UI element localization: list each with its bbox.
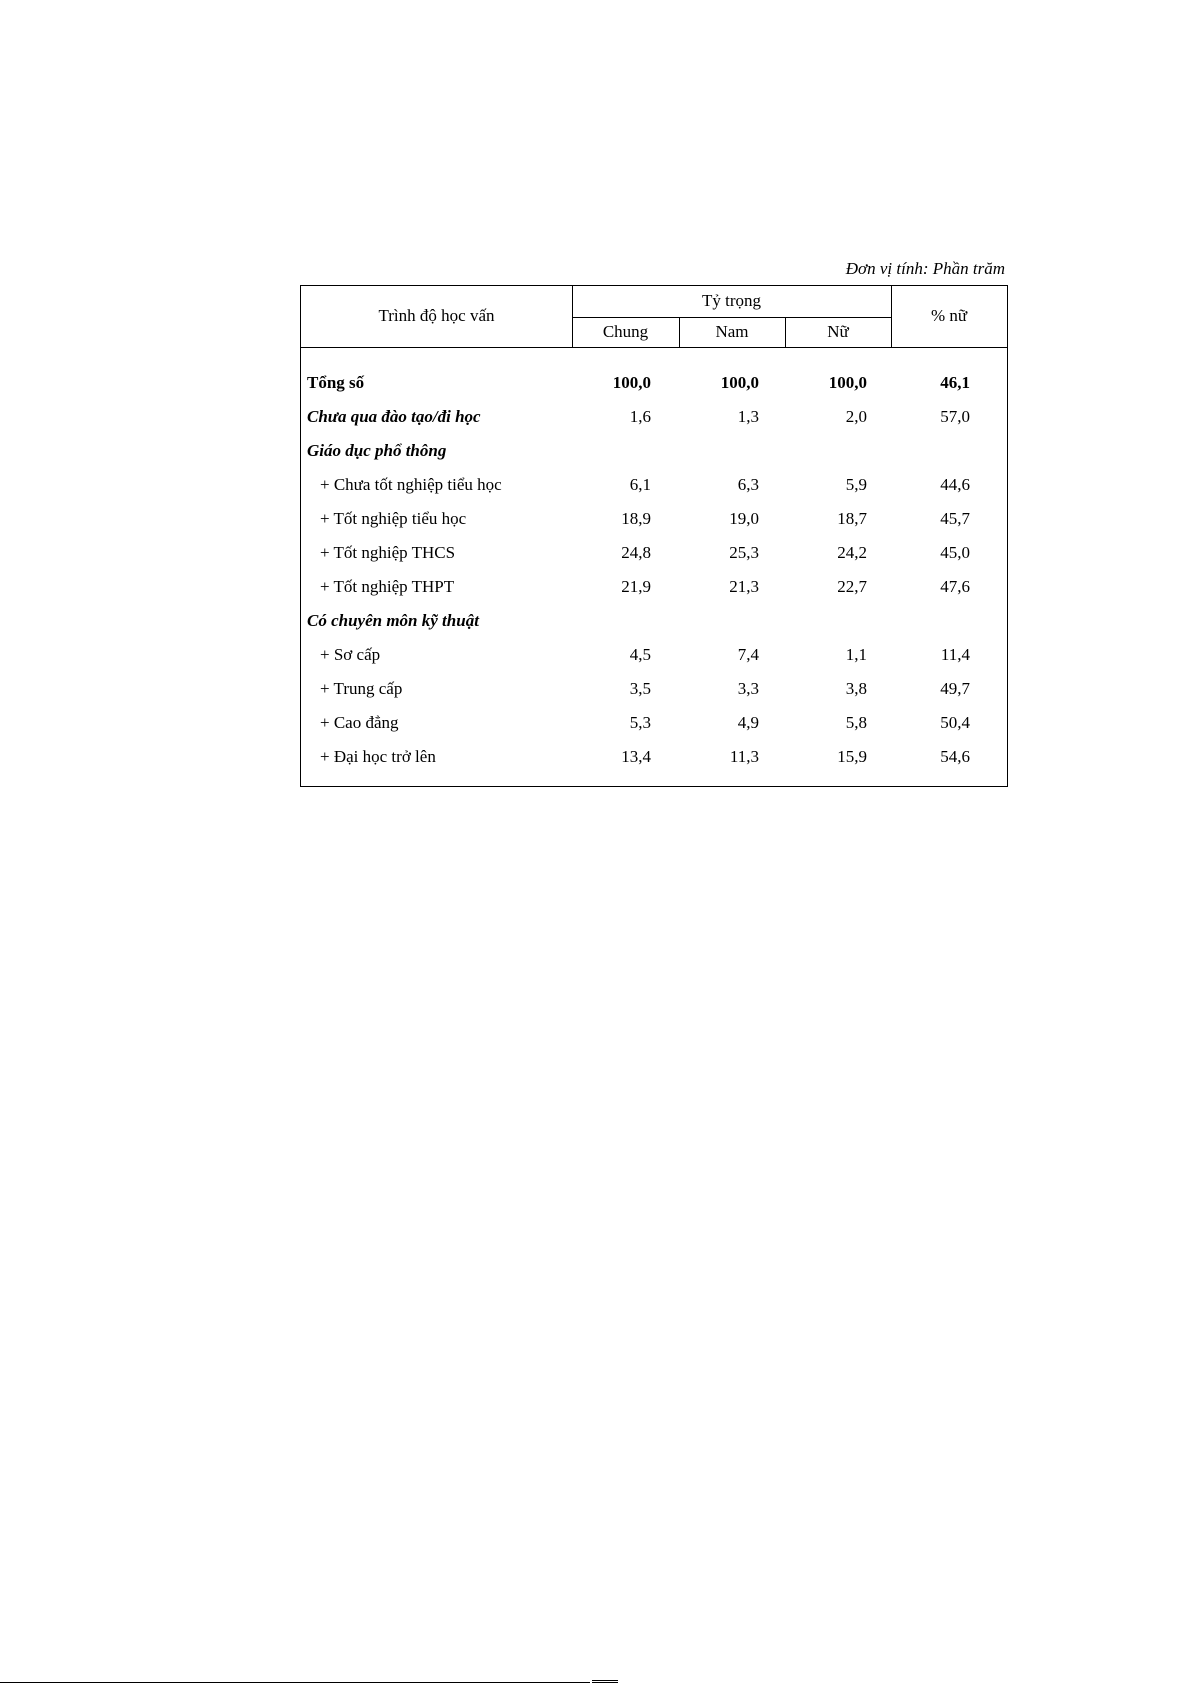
row-label: + Tốt nghiệp tiểu học	[320, 509, 467, 528]
cell-male: 3,3	[737, 679, 759, 698]
cell-male: 7,4	[737, 645, 759, 664]
row-label: + Trung cấp	[320, 679, 403, 698]
table-row	[301, 604, 1007, 638]
table-row	[301, 672, 1007, 706]
cell-female: 18,7	[837, 509, 867, 528]
table-row	[301, 468, 1007, 502]
cell-female-percent: 46,1	[940, 373, 970, 392]
cell-male: 4,9	[737, 713, 759, 732]
cell-female: 22,7	[837, 577, 867, 596]
cell-general: 6,1	[629, 475, 651, 494]
cell-male: 21,3	[729, 577, 759, 596]
cell-female: 5,8	[845, 713, 867, 732]
footer-mark	[592, 1680, 618, 1683]
cell-male: 19,0	[729, 509, 759, 528]
cell-female: 2,0	[845, 407, 867, 426]
cell-male: 100,0	[720, 373, 759, 392]
table-row	[301, 502, 1007, 536]
table-row	[301, 740, 1007, 774]
cell-female-percent: 54,6	[940, 747, 970, 766]
table-row	[301, 400, 1007, 434]
row-label: Có chuyên môn kỹ thuật	[307, 611, 479, 630]
cell-female-percent: 45,7	[940, 509, 970, 528]
table-header	[301, 286, 1007, 348]
cell-female: 15,9	[837, 747, 867, 766]
cell-female-percent: 44,6	[940, 475, 970, 494]
header-female: Nữ	[827, 322, 849, 341]
cell-general: 100,0	[612, 373, 651, 392]
cell-male: 25,3	[729, 543, 759, 562]
row-label: + Tốt nghiệp THCS	[320, 543, 456, 562]
cell-general: 3,5	[629, 679, 651, 698]
header-education-level: Trình độ học vấn	[378, 306, 495, 325]
cell-general: 21,9	[621, 577, 651, 596]
education-table	[300, 285, 1008, 787]
cell-general: 13,4	[621, 747, 651, 766]
row-label: + Cao đẳng	[320, 713, 399, 732]
cell-female-percent: 45,0	[940, 543, 970, 562]
cell-female-percent: 49,7	[940, 679, 970, 698]
header-share-group: Tỷ trọng	[701, 291, 762, 310]
cell-general: 1,6	[629, 407, 651, 426]
cell-female: 24,2	[837, 543, 867, 562]
header-female-percent: % nữ	[930, 306, 968, 325]
cell-female-percent: 57,0	[940, 407, 970, 426]
row-label: Giáo dục phổ thông	[307, 441, 447, 460]
cell-general: 4,5	[629, 645, 651, 664]
cell-male: 6,3	[737, 475, 759, 494]
row-label: + Đại học trở lên	[320, 747, 436, 766]
row-label: + Chưa tốt nghiệp tiểu học	[320, 475, 502, 494]
unit-note: Đơn vị tính: Phần trăm	[845, 259, 1005, 278]
cell-female: 1,1	[845, 645, 867, 664]
cell-general: 24,8	[621, 543, 651, 562]
cell-female: 100,0	[828, 373, 867, 392]
row-label: Tổng số	[307, 373, 365, 392]
table-row	[301, 536, 1007, 570]
header-male: Nam	[715, 322, 749, 341]
table-row	[301, 434, 1007, 468]
cell-female: 3,8	[845, 679, 867, 698]
table-row	[301, 366, 1007, 400]
table-row	[301, 706, 1007, 740]
cell-general: 18,9	[621, 509, 651, 528]
cell-female-percent: 11,4	[940, 645, 970, 664]
cell-male: 1,3	[737, 407, 759, 426]
cell-general: 5,3	[629, 713, 651, 732]
table-row	[301, 570, 1007, 604]
table-row	[301, 638, 1007, 672]
row-label: Chưa qua đào tạo/đi học	[307, 407, 481, 426]
footer-rule	[0, 1682, 590, 1683]
cell-female: 5,9	[845, 475, 867, 494]
header-general: Chung	[602, 322, 649, 341]
cell-female-percent: 47,6	[940, 577, 970, 596]
cell-female-percent: 50,4	[940, 713, 970, 732]
cell-male: 11,3	[729, 747, 759, 766]
header-subrule	[572, 317, 891, 318]
row-label: + Sơ cấp	[320, 645, 381, 664]
row-label: + Tốt nghiệp THPT	[320, 577, 455, 596]
